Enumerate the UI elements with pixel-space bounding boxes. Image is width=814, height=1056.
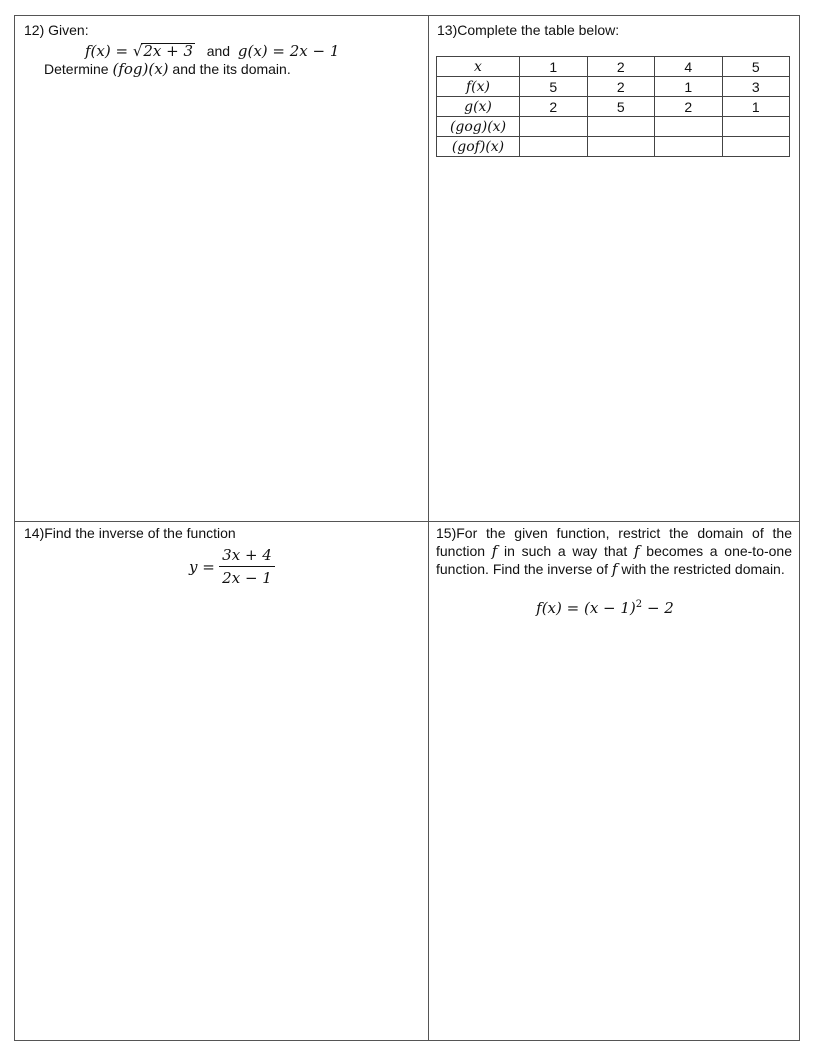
table-row-label: g(x) bbox=[437, 97, 520, 117]
q12-number: 12) bbox=[24, 22, 45, 38]
q15-f: f bbox=[491, 542, 498, 560]
q12-task bbox=[24, 60, 419, 78]
table-row-f bbox=[437, 77, 790, 97]
q12-f-definition: f(x) = bbox=[85, 42, 133, 60]
q14-title: 14)Find the inverse of the function bbox=[24, 525, 236, 541]
table-row-label: (gof)(x) bbox=[437, 137, 520, 157]
table-cell: 1 bbox=[655, 77, 723, 97]
table-row-label: f(x) bbox=[437, 77, 520, 97]
table-cell: 3 bbox=[722, 77, 790, 97]
table-row-gog bbox=[437, 117, 790, 137]
question-14 bbox=[24, 524, 419, 590]
table-cell: 2 bbox=[587, 77, 655, 97]
table-header-cell: 2 bbox=[587, 57, 655, 77]
sqrt-icon: √ bbox=[132, 42, 143, 60]
q14-fraction bbox=[219, 546, 275, 587]
table-cell: 2 bbox=[655, 97, 723, 117]
q12-composition: (fog)(x) bbox=[112, 60, 169, 78]
function-values-table bbox=[436, 56, 790, 157]
table-cell: 2 bbox=[520, 97, 588, 117]
question-13 bbox=[437, 21, 793, 39]
table-row-gof bbox=[437, 137, 790, 157]
q12-radicand: 2x + 3 bbox=[143, 42, 194, 60]
q12-definitions bbox=[24, 42, 419, 60]
table-header-cell: 1 bbox=[520, 57, 588, 77]
q15-formula-lhs: f(x) = (x − 1) bbox=[536, 599, 636, 617]
table-row-g bbox=[437, 97, 790, 117]
q15-instructions bbox=[436, 524, 792, 578]
answer-cell[interactable] bbox=[587, 137, 655, 157]
table-header-cell: 4 bbox=[655, 57, 723, 77]
table-header-row bbox=[437, 57, 790, 77]
table-row-label: (gog)(x) bbox=[437, 117, 520, 137]
answer-cell[interactable] bbox=[722, 137, 790, 157]
question-12 bbox=[24, 21, 419, 78]
q12-task-prefix: Determine bbox=[44, 61, 113, 77]
answer-cell[interactable] bbox=[655, 117, 723, 137]
answer-cell[interactable] bbox=[520, 137, 588, 157]
q12-g-definition: g(x) = 2x − 1 bbox=[237, 42, 340, 60]
vertical-divider bbox=[428, 16, 429, 1040]
answer-cell[interactable] bbox=[587, 117, 655, 137]
q15-formula bbox=[436, 596, 792, 617]
answer-cell[interactable] bbox=[655, 137, 723, 157]
answer-cell[interactable] bbox=[520, 117, 588, 137]
q14-numerator: 3x + 4 bbox=[219, 546, 275, 567]
q12-task-suffix: and the its domain. bbox=[168, 61, 291, 77]
q15-f: f bbox=[634, 542, 640, 560]
worksheet-grid bbox=[14, 15, 800, 1041]
q14-equation bbox=[24, 546, 419, 590]
table-header-x: x bbox=[437, 57, 520, 77]
q15-formula-rhs: − 2 bbox=[642, 599, 674, 617]
answer-cell[interactable] bbox=[722, 117, 790, 137]
table-header-cell: 5 bbox=[722, 57, 790, 77]
q14-lhs: y = bbox=[189, 558, 215, 576]
q13-title: 13)Complete the table below: bbox=[437, 22, 620, 38]
q14-denominator: 2x − 1 bbox=[222, 569, 272, 587]
q12-heading bbox=[24, 21, 419, 39]
q15-text-d: with the restricted domain. bbox=[617, 561, 785, 577]
horizontal-divider bbox=[15, 521, 799, 522]
question-15 bbox=[436, 524, 792, 617]
table-cell: 5 bbox=[520, 77, 588, 97]
q15-text-c: becomes a one-to-one function. Find the inverse of bbox=[436, 543, 793, 577]
q15-formula-exponent: 2 bbox=[635, 599, 643, 610]
q12-intro: Given: bbox=[48, 22, 89, 38]
q15-f: f bbox=[611, 560, 618, 578]
table-cell: 1 bbox=[722, 97, 790, 117]
q15-text-a: 15)For the given function, restrict the domain of the function bbox=[436, 525, 792, 559]
q15-text-b: in such a way that bbox=[497, 543, 635, 559]
table-cell: 5 bbox=[587, 97, 655, 117]
q12-and: and bbox=[206, 43, 231, 59]
